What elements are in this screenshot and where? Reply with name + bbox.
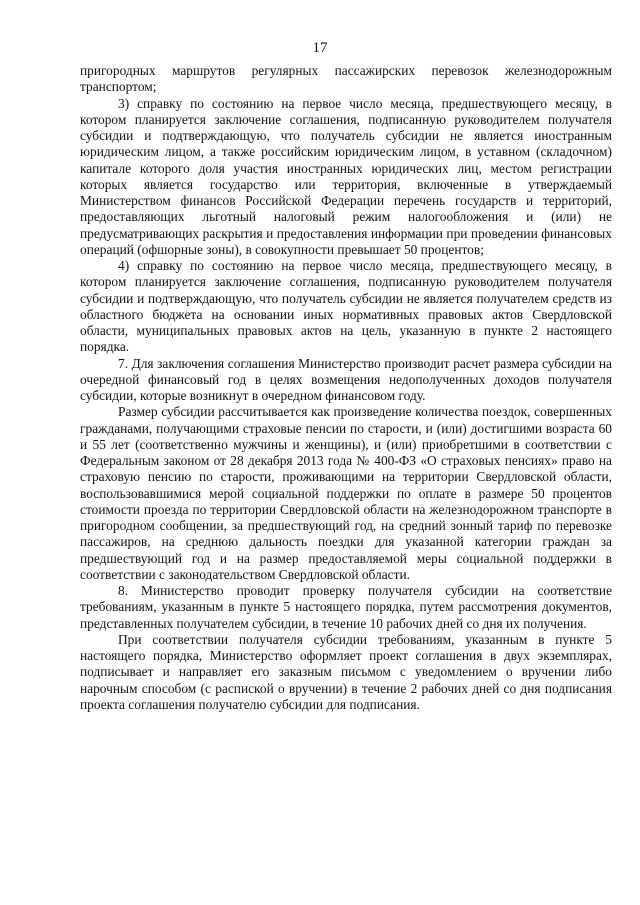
paragraph-item-3: 3) справку по состоянию на первое число месяца, предшествующего месяцу, в котором планируется заключение соглашения, подписанную руководителем получателя субсидии и подтверждающую, что получатель субсидии не является иностранным юридическим лицом, а также российским юридическим лицом, в уставном (складочном) капитале которого доля участия иностранных юридических лиц, местом регистрации которых является государство или территория, включенные в утверждаемый Министерством финансов Российской Федерации перечень государств и территорий, предоставляющих льготный налоговый режим налогообложения и (или) не предусматривающих раскрытия и предоставления информации при проведении финансовых операций (офшорные зоны), в совокупности превышает 50 процентов; [80, 95, 612, 257]
page-number: 17 [312, 40, 328, 56]
paragraph-continuation: пригородных маршрутов регулярных пассажирских перевозок железнодорожным транспортом; [80, 63, 612, 95]
paragraph-clause-7: 7. Для заключения соглашения Министерство производит расчет размера субсидии на очередной финансовый год в целях возмещения недополученных доходов получателя субсидии, которые возникнут в очередном финансовом году. [80, 355, 612, 403]
document-body [80, 63, 612, 713]
paragraph-item-4: 4) справку по состоянию на первое число месяца, предшествующего месяцу, в котором планируется заключение соглашения, подписанную руководителем получателя субсидии и подтверждающую, что получатель субсидии не является получателем средств из областного бюджета на основании иных нормативных правовых актов Свердловской области, муниципальных правовых актов на цель, указанную в пункте 2 настоящего порядка. [80, 258, 612, 355]
paragraph-subsidy-size: Размер субсидии рассчитывается как произведение количества поездок, совершенных гражданами, получающими страховые пенсии по старости, и (или) достигшими возраста 60 и 55 лет (соответственно мужчины и женщины), и (или) приобретшими в соответствии с Федеральным законом от 28 декабря 2013 года № 400-ФЗ «О страховых пенсиях» право на страховую пенсию по старости, проживающими на территории Свердловской области, воспользовавшимися мерой социальной поддержки по оплате в размере 50 процентов стоимости проезда по территории Свердловской области на железнодорожном транспорте в пригородном сообщении, за предшествующий год, на средний зонный тариф по перевозке пассажиров, на среднюю дальность поездки для указанной категории граждан за предшествующий год и на размер предоставляемой меры социальной поддержки в соответствии с законодательством Свердловской области. [80, 404, 612, 582]
paragraph-agreement: При соответствии получателя субсидии требованиям, указанным в пункте 5 настоящего порядка, Министерство оформляет проект соглашения в двух экземплярах, подписывает и направляет его заказным письмом с уведомлением о вручении либо нарочным способом (с распиской о вручении) в течение 2 рабочих дней со дня подписания проекта соглашения получателю субсидии для подписания. [80, 631, 612, 712]
paragraph-clause-8: 8. Министерство проводит проверку получателя субсидии на соответствие требованиям, указанным в пункте 5 настоящего порядка, путем рассмотрения документов, представленных получателем субсидии, в течение 10 рабочих дней со дня их получения. [80, 583, 612, 631]
